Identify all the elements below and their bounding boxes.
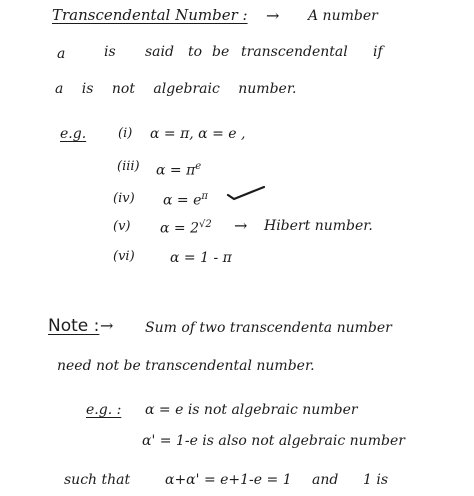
examples-label: e.g. [60, 126, 87, 142]
heading-word: is [104, 44, 116, 60]
note-line2: need not be transcendental number. [57, 358, 315, 374]
heading-word: to [188, 44, 203, 60]
heading-line1-rest: A number [308, 8, 378, 24]
note-example-end: 1 is [363, 472, 389, 488]
note-line1: Sum of two transcendenta number [145, 320, 392, 336]
heading-word: transcendental [241, 44, 348, 60]
note-arrow: → [100, 316, 114, 335]
heading-word: be [212, 44, 230, 60]
heading-arrow: → [266, 6, 280, 25]
example-expression: α = 1 - π [170, 250, 232, 266]
example-expression: $\alpha = \pi^e$ [156, 161, 202, 179]
checkmark-icon [226, 185, 266, 201]
heading-word: a [57, 46, 66, 62]
note-example-line2: α' = 1-e is also not algebraic number [142, 433, 405, 449]
note-example-such-that: such that [64, 472, 131, 488]
heading-word: if [373, 44, 383, 60]
heading-title: Transcendental Number : [52, 6, 248, 24]
example-expression: α = π, α = e , [150, 126, 246, 142]
note-label: Note : [48, 316, 100, 336]
heading-line3: a is not algebraic number. [55, 81, 297, 97]
example-note: Hibert number. [264, 218, 373, 234]
example-expression: $\alpha = e^\pi$ [163, 191, 208, 209]
note-example-and: and [312, 472, 339, 488]
example-number: (iv) [113, 191, 135, 206]
example-number: (vi) [113, 249, 135, 264]
note-example-line1: α = e is not algebraic number [145, 402, 358, 418]
example-number: (v) [113, 219, 131, 234]
example-number: (i) [118, 126, 133, 141]
example-number: (iii) [117, 159, 140, 174]
note-example-sum: α+α' = e+1-e = 1 [165, 472, 292, 488]
example-expression: $\alpha = 2^{√2}$ [160, 219, 212, 237]
heading-word: said [145, 44, 174, 60]
example-arrow: → [234, 216, 248, 235]
note-example-label: e.g. : [86, 402, 122, 418]
